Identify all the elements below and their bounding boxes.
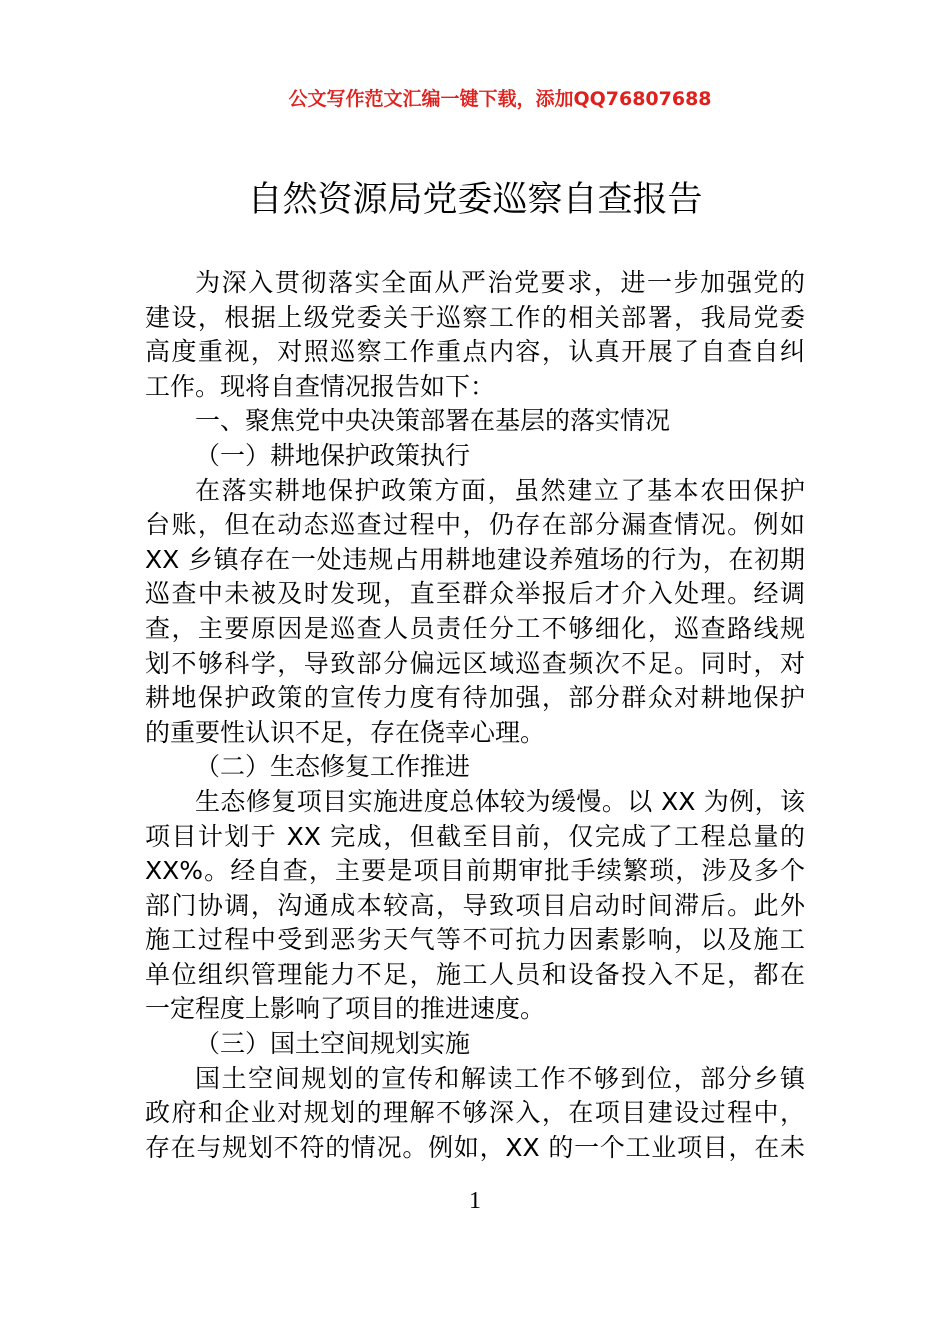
text-line: 高度重视，对照巡察工作重点内容，认真开展了自查自纠 bbox=[145, 337, 805, 367]
page-number: 1 bbox=[469, 1188, 481, 1214]
document-body bbox=[145, 266, 805, 1165]
document-title: 自然资源局党委巡察自查报告 bbox=[247, 180, 703, 220]
text-line: 部门协调，沟通成本较高，导致项目启动时间滞后。此外 bbox=[145, 890, 805, 920]
text-line: （二）生态修复工作推进 bbox=[195, 752, 471, 782]
text-line: 一、聚焦党中央决策部署在基层的落实情况 bbox=[195, 406, 671, 436]
text-line: （三）国土空间规划实施 bbox=[195, 1029, 471, 1059]
text-line: 单位组织管理能力不足，施工人员和设备投入不足，都在 bbox=[145, 959, 805, 989]
text-line: 在落实耕地保护政策方面，虽然建立了基本农田保护 bbox=[195, 475, 805, 505]
text-line: 耕地保护政策的宣传力度有待加强，部分群众对耕地保护 bbox=[145, 683, 805, 713]
text-line: 划不够科学，导致部分偏远区域巡查频次不足。同时，对 bbox=[145, 648, 805, 678]
text-line: XX 乡镇存在一处违规占用耕地建设养殖场的行为，在初期 bbox=[145, 544, 805, 574]
text-line: 国土空间规划的宣传和解读工作不够到位，部分乡镇 bbox=[195, 1063, 805, 1093]
text-line: 查，主要原因是巡查人员责任分工不够细化，巡查路线规 bbox=[145, 613, 805, 643]
text-line: 项目计划于 XX 完成，但截至目前，仅完成了工程总量的 bbox=[145, 821, 805, 851]
text-line: 存在与规划不符的情况。例如，XX 的一个工业项目，在未 bbox=[145, 1132, 805, 1162]
text-line: 为深入贯彻落实全面从严治党要求，进一步加强党的 bbox=[195, 268, 805, 297]
text-line: （一）耕地保护政策执行 bbox=[195, 440, 471, 470]
text-line: 政府和企业对规划的理解不够深入，在项目建设过程中， bbox=[145, 1098, 805, 1128]
text-line: XX%。经自查，主要是项目前期审批手续繁琐，涉及多个 bbox=[145, 856, 805, 886]
text-line: 建设，根据上级党委关于巡察工作的相关部署，我局党委 bbox=[145, 302, 805, 332]
text-line: 施工过程中受到恶劣天气等不可抗力因素影响，以及施工 bbox=[145, 925, 805, 955]
text-line: 的重要性认识不足，存在侥幸心理。 bbox=[145, 717, 546, 747]
text-line: 工作。现将自查情况报告如下： bbox=[145, 371, 496, 401]
download-banner: 公文写作范文汇编一键下载，添加QQ76807688 bbox=[288, 88, 712, 110]
text-line: 巡查中未被及时发现，直至群众举报后才介入处理。经调 bbox=[145, 579, 805, 609]
text-line: 台账，但在动态巡查过程中，仍存在部分漏查情况。例如 bbox=[145, 510, 805, 540]
text-line: 生态修复项目实施进度总体较为缓慢。以 XX 为例，该 bbox=[195, 786, 805, 816]
text-line: 一定程度上影响了项目的推进速度。 bbox=[145, 994, 546, 1024]
